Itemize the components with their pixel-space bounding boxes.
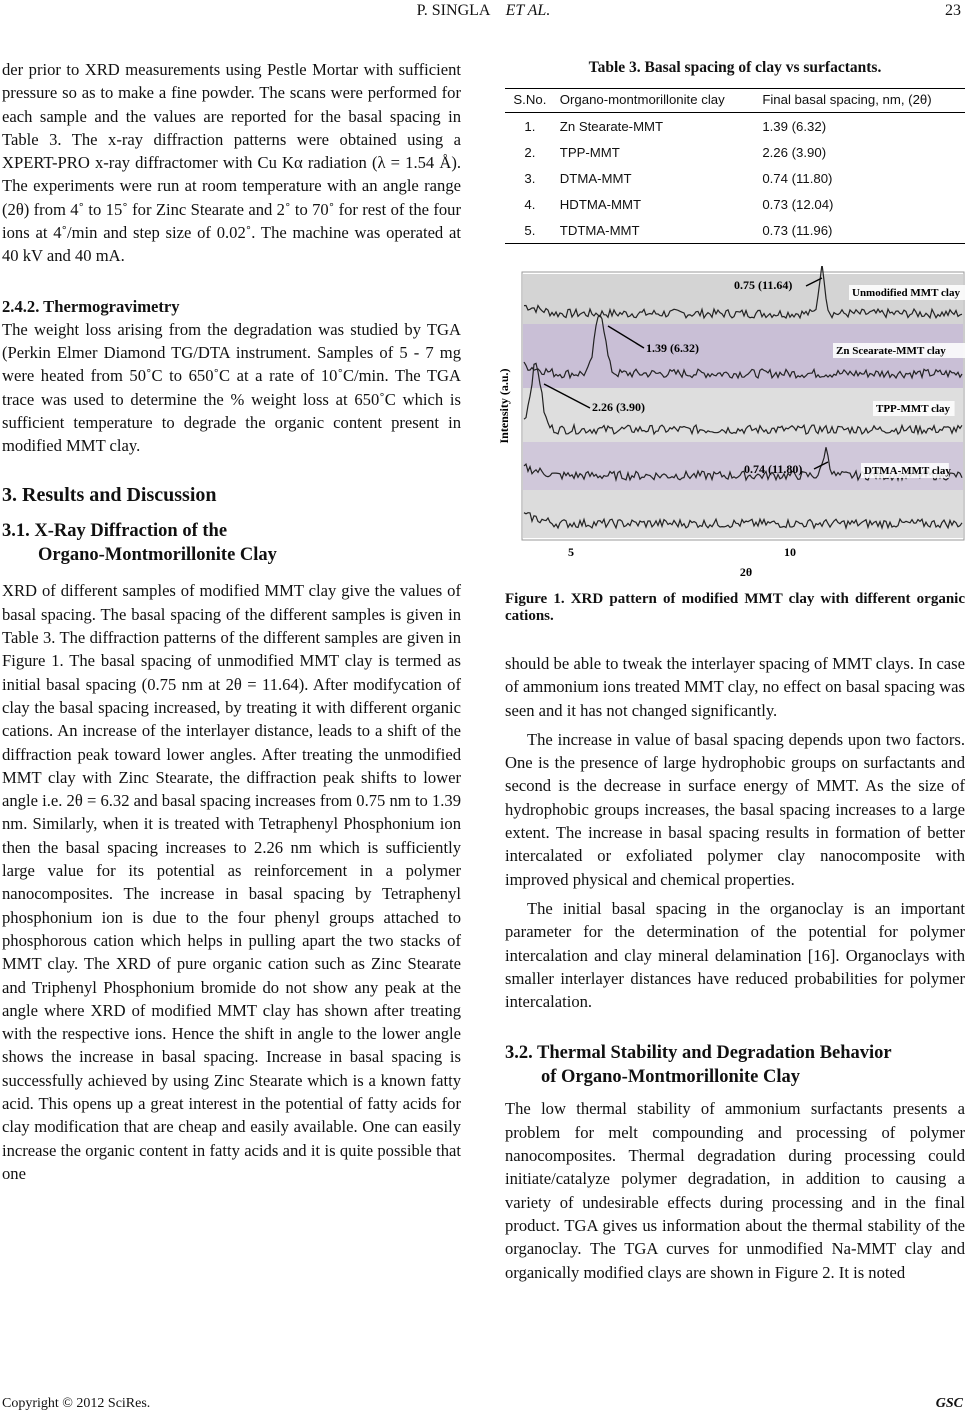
table-header-row [505,89,965,113]
table3-caption: Table 3. Basal spacing of clay vs surfactants. [588,59,882,76]
xrd-figure [496,266,966,586]
col-header-sno: S.No. [505,89,555,113]
trace-band [523,490,963,538]
table-row [505,191,965,217]
cell-spacing: 0.73 (12.04) [762,196,834,212]
table-row [505,113,965,140]
paragraph-xrd-results: XRD of different samples of modified MMT clay give the values of basal spacing. The basal spacing of the different samples is given in Table 3. The diffraction patterns of the different samples are given in Figure 1. The basal spacing of unmodified MMT clay is termed as initial basal spacing (0.75 nm at 2θ = 11.64). After modifycation of clay the basal spacing increased, by treating it with different organic cations. An increase of the interlayer distance, leads to a shift of the diffraction peak toward lower angles. After treating the unmodified MMT clay with Zinc Stearate, the diffraction peak shifts to lower angle i.e. 2θ = 6.32 and basal spacing increases from 0.75 nm to 1.39 nm. Similarly, when it is treated with Tetraphenyl Phosphonium ion then the basal spacing increases to 2.26 nm which is sufficiently large value for its potential as reinforcement in a polymer nanocomposites. The increase in basal spacing by Tetraphenyl phosphonium ion is due to the four phenyl groups attached to phosphorous cation which helps in pulling apart the two stacks of MMT clay. The XRD of pure organic cation such as Zinc Stearate and Triphenyl Phosphonium bromide do not show any peak at the angle where XRD of modified MMT clay has shown after treating with the respective ions. Hence the shift in angle to the lower angle shows the increase in basal spacing. Increase in basal spacing is successfully achieved by using Zinc Stearate which is a known fatty acid. This opens up a great interest in the potential of fatty acids for clay modification that are cheap and easily available. One can easily increase the organic content in fatty acids and it is quite possible that one [2,581,461,1183]
table-row [505,217,965,244]
x-tick-label: 5 [568,545,574,559]
paragraph-factors: The increase in value of basal spacing depends upon two factors. One is the presence of large hydrophobic groups on surfactants and second is the decrease in surface energy of MMT. As the size of hydrophobic groups increases, the basal spacing increases to a large extent. The increase in basal spacing results in formation of better intercalated or exfoliated polymer clay nanocomposite with improved physical and chemical properties. [505,729,965,889]
peak-label: 0.74 (11.80) [744,462,803,476]
cell-sno: 3. [524,170,536,186]
cell-sno: 1. [524,118,536,134]
figure1-caption: Figure 1. XRD pattern of modified MMT clay with different organic cations. [505,591,965,624]
table-row [505,165,965,191]
trace-name-label: Zn Scearate-MMT clay [836,345,946,357]
peak-label: 2.26 (3.90) [592,400,645,414]
copyright-notice: Copyright © 2012 SciRes. [2,1396,151,1411]
trace-name-label: TPP-MMT clay [876,403,951,415]
cell-spacing: 1.39 (6.32) [762,118,827,134]
page-number: 23 [945,2,961,19]
heading-xrd-line1: 3.1. X-Ray Diffraction of the [2,521,228,542]
left-column [2,58,461,1185]
cell-sno: 5. [505,217,555,244]
paragraph-thermal-stability: The low thermal stability of ammonium surfactants presents a problem for melt compounding and processing of polymer nanocomposites. Thermal degradation during processing could initiate/catalyze polymer degradation, in addition to causing a variety of undesirable effects during processing and in the final product. TGA gives us information about the thermal stability of the organoclay. The TGA curves for unmodified Na-MMT clay and organically modified clays are shown in Figure 2. It is noted [505,1099,965,1282]
cell-sno: 4. [524,196,536,212]
cell-clay: TDTMA-MMT [555,217,758,244]
paragraph-tga-method: The weight loss arising from the degradation was studied by TGA (Perkin Elmer Diamond TG/DTA instrument. Samples of 5 - 7 mg were heated from 50˚C to 650˚C at a rate of 10˚C/min. The TGA trace was used to determine the % weight loss at 650˚C which is sufficient temperature to degrade the organic content present in modified MMT clay. [2,319,461,456]
paragraph-xrd-method: der prior to XRD measurements using Pestle Mortar with sufficient pressure so as to make a fine powder. The scans were performed for each sample and the values are reported for the basal spacing in Table 3. The x-ray diffraction patterns were obtained using a XPERT-PRO x-ray diffractomer with Cu Kα radiation (λ = 1.54 Å). The experiments were run at room temperature with an angle range (2θ) from 4˚ to 15˚ for Zinc Stearate and 2˚ to 70˚ for rest of the four ions at 4˚/min and step size of 0.02˚. The machine was operated at 40 kV and 40 mA. [2,60,461,266]
cell-clay: HDTMA-MMT [559,196,642,212]
running-head-etal: ET AL. [505,2,551,19]
cell-spacing: 0.73 (11.96) [757,217,965,244]
figure1 [496,266,966,586]
table3 [505,88,965,244]
heading-thermal-line1: 3.2. Thermal Stability and Degradation Behavior [505,1043,892,1064]
peak-label: 0.75 (11.64) [734,278,793,292]
trace-name-label: DTMA-MMT clay [864,465,951,477]
table-row [505,139,965,165]
cell-spacing: 2.26 (3.90) [762,144,827,160]
heading-xrd-line2: Organo-Montmorillonite Clay [38,545,277,566]
cell-clay: Zn Stearate-MMT [559,118,664,134]
journal-abbrev: GSC [935,1396,963,1411]
trace-name-label: Unmodified MMT clay [852,287,960,299]
heading-thermogravimetry: 2.4.2. Thermogravimetry [2,296,180,316]
cell-clay: DTMA-MMT [559,170,632,186]
col-header-spacing: Final basal spacing, nm, (2θ) [757,89,965,113]
cell-sno: 2. [524,144,536,160]
y-axis-label: Intensity (a.u.) [497,368,511,444]
paragraph-ammonium: should be able to tweak the interlayer spacing of MMT clays. In case of ammonium ions treated MMT clay, no effect on basal spacing was seen and it has not changed significantly. [505,654,965,720]
x-axis-label: 2θ [739,565,753,579]
cell-clay: TPP-MMT [559,144,620,160]
table3-grid [505,88,965,244]
running-header [0,2,967,24]
x-tick-label: 10 [784,545,796,559]
heading-results-discussion: 3. Results and Discussion [2,484,217,507]
running-head-author: P. SINGLA [416,2,490,19]
paragraph-initial-spacing: The initial basal spacing in the organoclay is an important parameter for the determination of the potential for polymer intercalation and clay mineral delamination [16]. Organoclays with smaller interlayer distances have reduced probabilities for polymer intercalation. [505,898,965,1012]
right-column [505,652,965,1284]
heading-thermal-line2: of Organo-Montmorillonite Clay [541,1067,800,1088]
col-header-clay: Organo-montmorillonite clay [555,89,758,113]
cell-spacing: 0.74 (11.80) [762,170,833,186]
peak-label: 1.39 (6.32) [646,341,699,355]
